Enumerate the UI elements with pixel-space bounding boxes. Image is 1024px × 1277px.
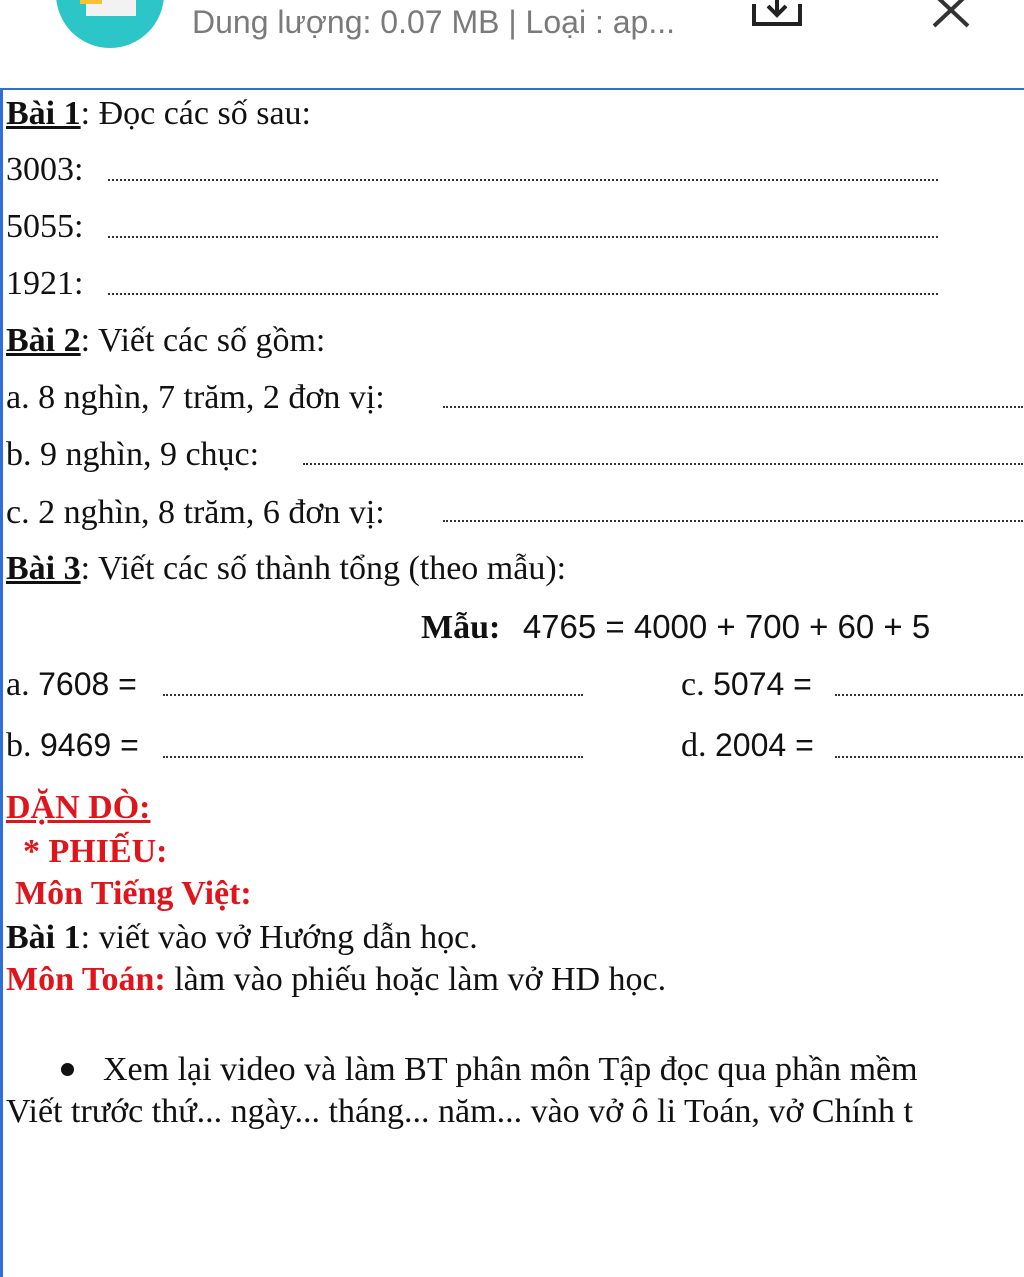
dando-bai1 xyxy=(6,918,478,958)
bai3-item-b xyxy=(6,725,139,766)
item-a-expression: 7608 = xyxy=(38,666,137,702)
dando-toan xyxy=(6,960,666,1000)
dando-bai1-text: : viết vào vở Hướng dẫn học. xyxy=(80,919,478,956)
answer-line[interactable] xyxy=(303,463,1023,465)
bai3-heading xyxy=(6,549,566,589)
bai1-title: Bài 1 xyxy=(6,95,81,132)
item-b-prefix: b. xyxy=(6,727,32,764)
phieu-label: * PHIẾU: xyxy=(23,833,168,870)
bai2-item-a: a. 8 nghìn, 7 trăm, 2 đơn vị: xyxy=(6,379,385,416)
mon-toan-text: làm vào phiếu hoặc làm vở HD học. xyxy=(165,961,667,998)
mon-tieng-viet-label: Môn Tiếng Việt: xyxy=(15,875,252,912)
bai3-item-a xyxy=(6,664,137,705)
bai1-instruction: : Đọc các số sau: xyxy=(80,95,311,132)
mon-toan-label: Môn Toán: xyxy=(6,961,166,998)
answer-line[interactable] xyxy=(835,694,1023,696)
answer-line[interactable] xyxy=(835,756,1023,758)
bai1-item-2: 5055: xyxy=(6,208,84,245)
bai1-heading xyxy=(6,94,311,134)
dando-title: DẶN DÒ: xyxy=(6,789,151,826)
download-icon[interactable] xyxy=(750,0,804,34)
bullet-text: Xem lại video và làm BT phân môn Tập đọc qua phần mềm xyxy=(103,1051,918,1088)
last-instruction: Viết trước thứ... ngày... tháng... năm... vào vở ô li Toán, vở Chính t xyxy=(6,1093,913,1130)
file-meta-text: Dung lượng: 0.07 MB | Loại : ap... xyxy=(192,4,675,40)
bai1-item-3: 1921: xyxy=(6,265,84,302)
item-d-expression: 2004 = xyxy=(715,727,814,763)
bullet-icon xyxy=(61,1063,74,1076)
bai2-heading xyxy=(6,321,325,361)
bai3-instruction: : Viết các số thành tổng (theo mẫu): xyxy=(80,550,567,587)
bai3-sample xyxy=(421,607,930,648)
item-b-expression: 9469 = xyxy=(40,727,139,763)
answer-line[interactable] xyxy=(443,520,1023,522)
answer-line[interactable] xyxy=(108,293,938,295)
bai2-item-c: c. 2 nghìn, 8 trăm, 6 đơn vị: xyxy=(6,494,385,531)
bai3-item-d xyxy=(681,725,814,766)
document-page xyxy=(0,90,1024,1277)
item-c-prefix: c. xyxy=(681,666,705,703)
item-c-expression: 5074 = xyxy=(713,666,812,702)
bai2-title: Bài 2 xyxy=(6,322,81,359)
answer-line[interactable] xyxy=(163,694,583,696)
bai1-item-1: 3003: xyxy=(6,151,84,188)
answer-line[interactable] xyxy=(108,179,938,181)
file-info-bar xyxy=(0,0,1024,90)
answer-line[interactable] xyxy=(163,756,583,758)
bai3-title: Bài 3 xyxy=(6,550,81,587)
close-icon[interactable] xyxy=(928,0,974,32)
file-doc-icon xyxy=(56,0,164,48)
answer-line[interactable] xyxy=(443,406,1023,408)
sample-label: Mẫu: xyxy=(421,609,501,646)
bai2-item-b: b. 9 nghìn, 9 chục: xyxy=(6,436,260,473)
dando-bai1-label: Bài 1 xyxy=(6,919,81,956)
item-d-prefix: d. xyxy=(681,727,707,764)
answer-line[interactable] xyxy=(108,236,938,238)
sample-expression: 4765 = 4000 + 700 + 60 + 5 xyxy=(522,608,931,645)
item-a-prefix: a. xyxy=(6,666,30,703)
bai3-item-c xyxy=(681,664,812,705)
bai2-instruction: : Viết các số gồm: xyxy=(80,322,326,359)
